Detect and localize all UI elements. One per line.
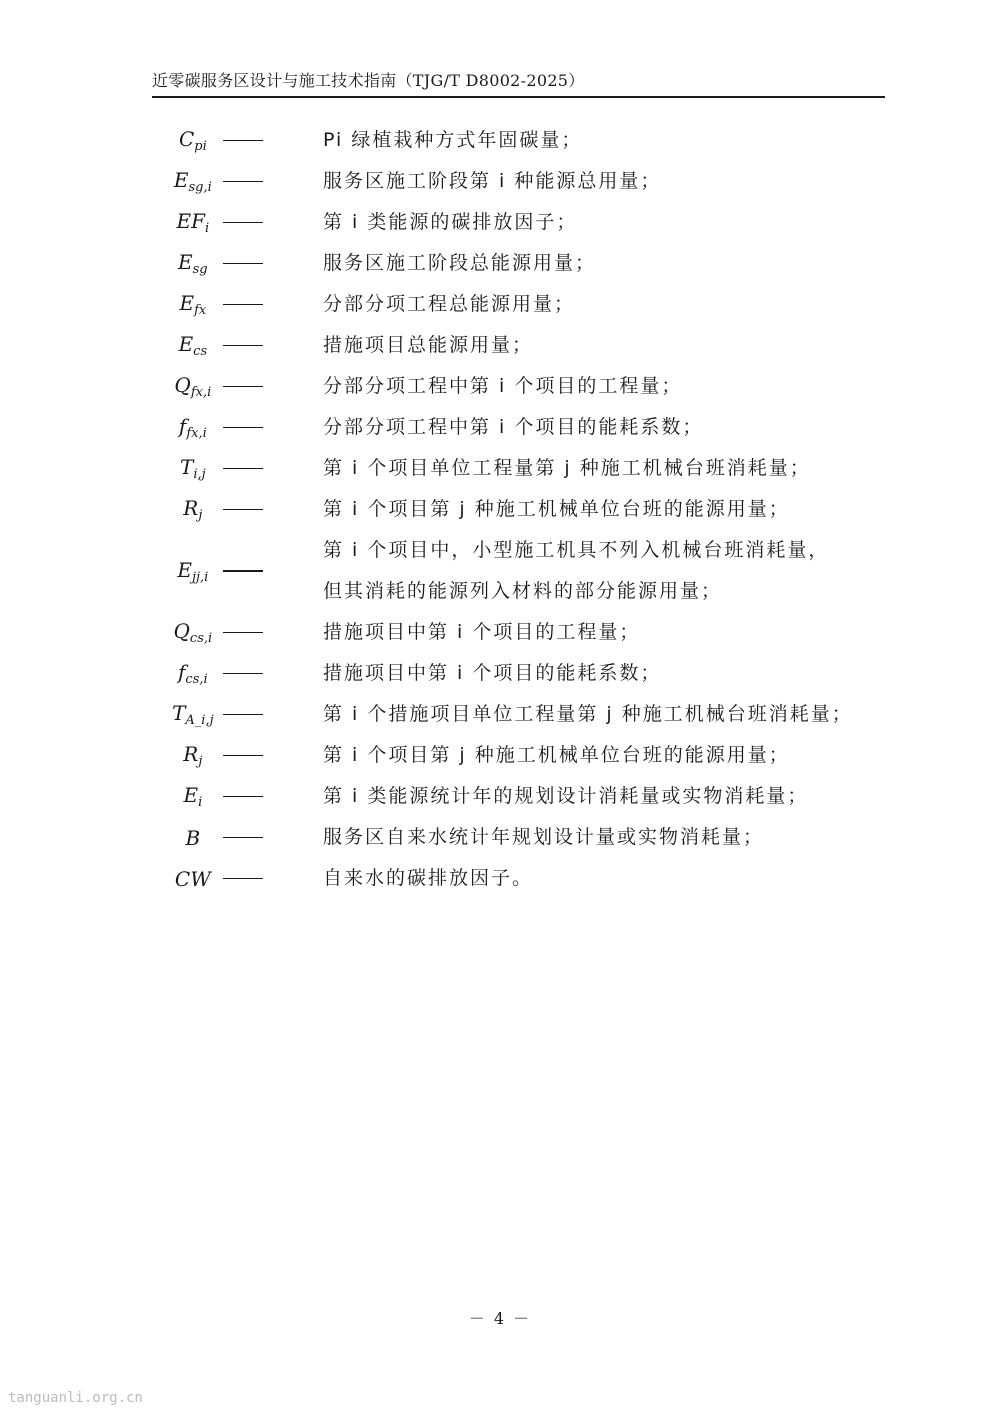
- symbol-cell: [0, 558, 263, 585]
- definition-row: [0, 243, 1000, 284]
- symbol-subscript: cs,i: [185, 672, 208, 687]
- definition-row: [0, 612, 1000, 653]
- definition-line: 第 i 类能源统计年的规划设计消耗量或实物消耗量；: [323, 785, 809, 807]
- em-dash-separator: [223, 304, 263, 305]
- symbol-subscript: A_i,j: [185, 713, 214, 728]
- symbol-base: E: [178, 250, 193, 274]
- definition-row: [0, 653, 1000, 694]
- symbol-base: E: [179, 291, 195, 315]
- definition-line: 服务区施工阶段总能源用量；: [323, 252, 597, 274]
- definition-text: [323, 489, 790, 530]
- definition-line: 措施项目总能源用量；: [323, 334, 534, 356]
- definition-row: [0, 817, 1000, 858]
- definition-line: 第 i 个措施项目单位工程量第 j 种施工机械台班消耗量；: [323, 703, 853, 725]
- definition-text: [323, 858, 533, 899]
- definition-row: [0, 161, 1000, 202]
- symbol-cell: [0, 455, 263, 482]
- definition-text: [323, 366, 682, 407]
- definition-line: Pi 绿植栽种方式年固碳量；: [323, 129, 583, 151]
- definition-row: [0, 694, 1000, 735]
- em-dash-separator: [223, 140, 263, 141]
- em-dash-separator: [223, 570, 263, 571]
- symbol-base: T: [180, 455, 194, 479]
- symbol-cell: [0, 332, 263, 359]
- symbol-cell: [0, 414, 263, 441]
- symbol-cell: [0, 127, 263, 154]
- symbol-cell: [0, 250, 263, 277]
- symbol-cell: [0, 783, 263, 810]
- symbol-cell: [0, 742, 263, 769]
- symbol-base: C: [178, 127, 195, 151]
- definition-text: [323, 202, 577, 243]
- symbol-base: CW: [174, 866, 211, 891]
- document-title: 近零碳服务区设计与施工技术指南（TJG/T D8002-2025）: [152, 71, 585, 90]
- definition-row: [0, 448, 1000, 489]
- symbol-base: E: [183, 783, 199, 807]
- definition-text: [323, 120, 582, 161]
- symbol-base: E: [177, 557, 192, 582]
- definition-text: [323, 653, 661, 694]
- definition-line: 第 i 类能源的碳排放因子；: [323, 211, 578, 233]
- em-dash-separator: [223, 181, 263, 182]
- definition-text: [323, 161, 661, 202]
- definition-row: [0, 325, 1000, 366]
- symbol-base: E: [178, 332, 194, 356]
- definition-text: [323, 612, 640, 653]
- symbol-cell: [0, 619, 263, 646]
- definition-line: 自来水的碳排放因子。: [323, 867, 534, 889]
- em-dash-separator: [223, 673, 263, 674]
- definition-line: 措施项目中第 i 个项目的能耗系数；: [323, 662, 662, 684]
- symbol-cell: [0, 209, 263, 236]
- definition-text: [323, 776, 808, 817]
- symbol-subscript: j: [198, 508, 203, 523]
- symbol-subscript: i: [205, 221, 210, 236]
- page-header: [152, 66, 885, 98]
- definition-text: [323, 448, 811, 489]
- definition-text: [323, 407, 703, 448]
- symbol-base: f: [178, 660, 186, 684]
- definition-line: 第 i 个项目单位工程量第 j 种施工机械台班消耗量；: [323, 457, 811, 479]
- definition-row: [0, 366, 1000, 407]
- definition-line: 第 i 个项目第 j 种施工机械单位台班的能源用量；: [323, 498, 790, 520]
- em-dash-separator: [223, 222, 263, 223]
- definition-row: [0, 858, 1000, 899]
- symbol-subscript: cs: [193, 344, 208, 359]
- symbol-base: f: [178, 414, 187, 438]
- definition-row: [0, 202, 1000, 243]
- definition-line: 分部分项工程总能源用量；: [323, 293, 576, 315]
- definition-line: 措施项目中第 i 个项目的工程量；: [323, 621, 641, 643]
- em-dash-separator: [223, 755, 263, 756]
- symbol-base: Q: [173, 619, 190, 643]
- definition-row: [0, 407, 1000, 448]
- symbol-base: EF: [176, 209, 205, 233]
- symbol-cell: [0, 496, 263, 523]
- definition-row: [0, 284, 1000, 325]
- symbol-subscript: cs,i: [189, 631, 213, 646]
- em-dash-separator: [223, 837, 263, 838]
- definition-row: [0, 120, 1000, 161]
- symbol-cell: [0, 867, 263, 891]
- symbol-subscript: fx: [194, 303, 207, 318]
- symbol-subscript: fx,i: [186, 426, 207, 441]
- symbol-subscript: pi: [194, 139, 207, 154]
- em-dash-separator: [223, 345, 263, 346]
- symbol-subscript: i: [198, 795, 203, 810]
- symbol-cell: [0, 291, 263, 318]
- definition-text: [323, 284, 575, 325]
- symbol-subscript: sg: [192, 262, 208, 277]
- definition-text: [323, 735, 790, 776]
- symbol-cell: [0, 660, 263, 687]
- definition-row: [0, 489, 1000, 530]
- definition-line: 服务区施工阶段第 i 种能源总用量；: [323, 170, 662, 192]
- symbol-cell: [0, 826, 263, 850]
- symbol-definition-list: [0, 120, 1000, 899]
- symbol-base: Q: [174, 373, 191, 397]
- symbol-base: E: [173, 168, 189, 192]
- definition-row: [0, 776, 1000, 817]
- em-dash-separator: [223, 263, 263, 264]
- definition-text: [323, 325, 533, 366]
- em-dash-separator: [223, 714, 263, 715]
- definition-line: 第 i 个项目中，小型施工机具不列入机械台班消耗量，: [323, 539, 830, 561]
- definition-line: 服务区自来水统计年规划设计量或实物消耗量；: [323, 826, 765, 848]
- symbol-subscript: fx,i: [190, 385, 212, 400]
- em-dash-separator: [223, 796, 263, 797]
- definition-row: [0, 735, 1000, 776]
- watermark-text: tanguanli.org.cn: [8, 1390, 143, 1406]
- definition-text: [323, 817, 764, 858]
- em-dash-separator: [223, 468, 263, 469]
- definition-line: 但其消耗的能源列入材料的部分能源用量；: [323, 580, 723, 602]
- page-number: － 4 －: [468, 1309, 532, 1328]
- definition-line: 分部分项工程中第 i 个项目的工程量；: [323, 375, 683, 397]
- symbol-cell: [0, 168, 263, 195]
- em-dash-separator: [223, 509, 263, 510]
- symbol-cell: [0, 701, 263, 728]
- em-dash-separator: [223, 632, 263, 633]
- definition-text: [323, 694, 853, 735]
- em-dash-separator: [223, 878, 263, 879]
- symbol-cell: [0, 373, 263, 400]
- symbol-base: T: [172, 701, 186, 725]
- em-dash-separator: [223, 427, 263, 428]
- definition-line: 第 i 个项目第 j 种施工机械单位台班的能源用量；: [323, 744, 790, 766]
- symbol-subscript: i,j: [193, 467, 206, 482]
- symbol-subscript: jj,i: [191, 569, 209, 585]
- definition-text: [323, 530, 829, 612]
- definition-line: 分部分项工程中第 i 个项目的能耗系数；: [323, 416, 704, 438]
- symbol-base: B: [185, 825, 201, 850]
- symbol-subscript: j: [198, 754, 203, 769]
- symbol-subscript: sg,i: [188, 180, 212, 195]
- definition-text: [323, 243, 596, 284]
- em-dash-separator: [223, 386, 263, 387]
- symbol-base: R: [183, 496, 199, 520]
- definition-row: [0, 530, 1000, 612]
- symbol-base: R: [183, 742, 199, 766]
